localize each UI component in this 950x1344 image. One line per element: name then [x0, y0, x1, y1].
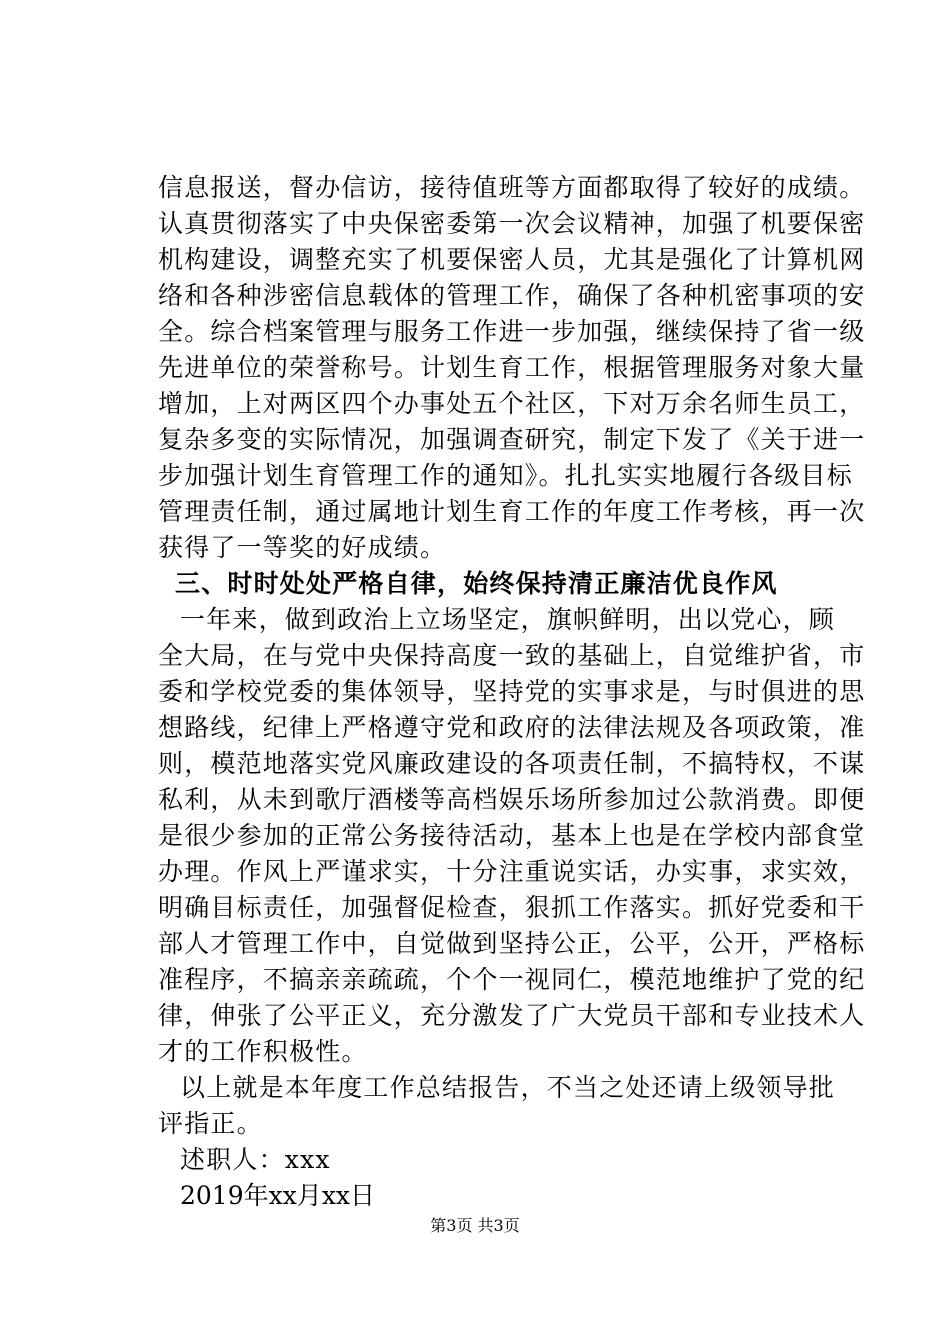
- body-line: 机构建设，调整充实了机要保密人员，尤其是强化了计算机网: [158, 245, 866, 274]
- section-heading: 三、时时处处严格自律，始终保持清正廉洁优良作风: [175, 569, 778, 598]
- body-line: 全。综合档案管理与服务工作进一步加强，继续保持了省一级: [158, 317, 866, 346]
- body-line: 增加，上对两区四个办事处五个社区，下对万余名师生员工，: [158, 389, 866, 418]
- body-line: 才的工作积极性。: [158, 1037, 368, 1066]
- body-line: 评指正。: [158, 1109, 263, 1138]
- body-line: 律，伸张了公平正义，充分激发了广大党员干部和专业技术人: [158, 1001, 866, 1030]
- date-line: 2019年xx月xx日: [180, 1181, 376, 1210]
- body-line: 想路线，纪律上严格遵守党和政府的法律法规及各项政策，准: [158, 713, 866, 742]
- body-line: 获得了一等奖的好成绩。: [158, 533, 447, 562]
- body-line: 一年来，做到政治上立场坚定，旗帜鲜明，出以党心，顾: [180, 605, 836, 634]
- body-line: 明确目标责任，加强督促检查，狠抓工作落实。抓好党委和干: [158, 893, 866, 922]
- body-line: 是很少参加的正常公务接待活动，基本上也是在学校内部食堂: [158, 821, 866, 850]
- body-line: 先进单位的荣誉称号。计划生育工作，根据管理服务对象大量: [158, 353, 866, 382]
- body-line: 复杂多变的实际情况，加强调查研究，制定下发了《关于进一: [158, 425, 866, 454]
- body-line: 络和各种涉密信息载体的管理工作，确保了各种机密事项的安: [158, 281, 866, 310]
- body-line: 全大局，在与党中央保持高度一致的基础上，自觉维护省，市: [158, 641, 866, 670]
- body-line: 则，模范地落实党风廉政建设的各项责任制，不搞特权，不谋: [158, 749, 866, 778]
- body-line: 委和学校党委的集体领导，坚持党的实事求是，与时俱进的思: [158, 677, 866, 706]
- body-line: 部人才管理工作中，自觉做到坚持公正，公平，公开，严格标: [158, 929, 866, 958]
- body-line: 办理。作风上严谨求实，十分注重说实话，办实事，求实效，: [158, 857, 866, 886]
- body-line: 私利，从未到歌厅酒楼等高档娱乐场所参加过公款消费。即便: [158, 785, 866, 814]
- body-line: 准程序，不搞亲亲疏疏，个个一视同仁，模范地维护了党的纪: [158, 965, 866, 994]
- body-line: 步加强计划生育管理工作的通知》。扎扎实实地履行各级目标: [158, 461, 853, 490]
- body-line: 信息报送，督办信访，接待值班等方面都取得了较好的成绩。: [158, 173, 866, 202]
- page-footer: 第3页 共3页: [430, 1216, 520, 1235]
- body-line: 以上就是本年度工作总结报告，不当之处还请上级领导批: [180, 1073, 836, 1102]
- body-line: 管理责任制，通过属地计划生育工作的年度工作考核，再一次: [158, 497, 866, 526]
- body-line: 认真贯彻落实了中央保密委第一次会议精神，加强了机要保密: [158, 209, 866, 238]
- signature-line: 述职人：xxx: [180, 1145, 331, 1174]
